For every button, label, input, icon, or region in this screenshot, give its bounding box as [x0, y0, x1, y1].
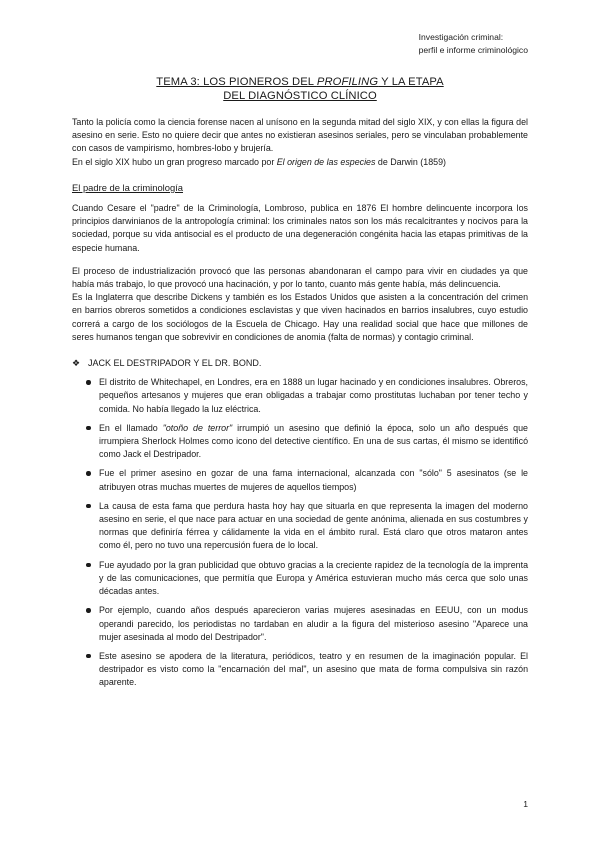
title-line-1-post: Y LA ETAPA [378, 76, 444, 88]
intro-p2-post: de Darwin (1859) [375, 156, 446, 167]
document-body [72, 116, 528, 696]
chapter-title [72, 75, 528, 103]
list-item [99, 422, 528, 462]
title-line-1-em: PROFILING [316, 76, 379, 88]
jack-bullet-list [72, 376, 528, 689]
list-item-pre: En el llamado [99, 422, 163, 433]
list-item-em: "otoño de terror" [162, 422, 233, 433]
list-item: Por ejemplo, cuando años después aparecieron varias mujeres asesinadas en EEUU, con un modus operandi parecido, los periodistas no tardaban en aludir a la figura del misterioso asesino "Aparece una mujer asesinada al modo del Destripador". [99, 604, 528, 644]
list-item: Este asesino se apodera de la literatura, periódicos, teatro y en resumen de la imaginación popular. El destripador es visto como la "encarnación del mal", un asesino que mata de forma compulsiva sin razón aparente. [99, 650, 528, 690]
section1-paragraph-1: Cuando Cesare el "padre" de la Criminología, Lombroso, publica en 1876 El hombre delincuente incorpora los principios darwinianos de la antropología criminal: los criminales natos son los más recalcitrantes y nocivos para la sociedad, porque su vida antisocial es el producto de una degeneración congénita hacia las etapas primitivas de la especie humana. [72, 203, 528, 253]
intro-p2-pre: En el siglo XIX hubo un gran progreso marcado por [72, 156, 277, 167]
title-line-1 [72, 75, 528, 89]
intro-paragraph-2 [72, 156, 528, 169]
header-line-1: Investigación criminal: [418, 32, 504, 42]
list-item: Fue el primer asesino en gozar de una fama internacional, alcanzada con "sólo" 5 asesinatos (se le atribuyen otras muchas muertes de mujeres de aquellos tiempos) [99, 467, 528, 493]
section-heading-criminology: El padre de la criminología [72, 181, 183, 193]
list-item: La causa de esta fama que perdura hasta hoy hay que situarla en que representa la imagen del moderno asesino en serie, el que nace para actuar en una sociedad de gente anónima, alienada en sus costumbres y normas que definiría férrea y cálidamente la vida en el ámbito rural. Está claro que otros mataron antes como él, pero no tuvo una repercusión fuera de lo local. [99, 500, 528, 553]
list-item: El distrito de Whitechapel, en Londres, era en 1888 un lugar hacinado y en condiciones insalubres. Obreros, pequeños artesanos y mujeres que eran obligadas a trabajar como prostitutas luchaban por tener techo y comida. No había llegado la luz eléctrica. [99, 376, 528, 416]
list-item-post: irrumpió un asesino que definió la época, solo un año después que irrumpiera Sherlock Holmes como icono del detective científico. En una de sus cartas, él mismo se identificó como Jack el Destripador. [99, 422, 528, 460]
header-line-2: perfil e informe criminológico [418, 45, 528, 55]
intro-p2-em: El origen de las especies [276, 156, 376, 167]
list-item: Fue ayudado por la gran publicidad que obtuvo gracias a la creciente rapidez de la tecnología de la imprenta y de las comunicaciones, que permitía que Europa y América estuvieran mucho más cerca que solo unas décadas antes. [99, 559, 528, 599]
title-line-1-pre: TEMA 3: LOS PIONEROS DEL [156, 76, 317, 88]
running-header [419, 31, 528, 57]
section1-paragraph-3: Es la Inglaterra que describe Dickens y también es los Estados Unidos que asisten a la concentración del crimen en barrios obreros sometidos a condiciones esclavistas y que viven hacinados en barrios insalubres, cuyo estudio correrá a cargo de los sociólogos de la Escuela de Chicago. Hay una realidad social que hace que millones de seres humanos tengan que sobrevivir en condiciones de anomia (falta de normas) y contagio criminal. [72, 292, 528, 342]
diamond-bullet-icon: ❖ [72, 358, 81, 369]
intro-paragraph-1: Tanto la policía como la ciencia forense nacen al unísono en la segunda mitad del siglo XIX, y con ellas la figura del asesino en serie. Esto no quiere decir que antes no existieran asesinos seriales, pero se vinculaban probablemente con casos de vampirismo, hombres-lobo y brujería. [72, 117, 528, 154]
section1-paragraph-2: El proceso de industrialización provocó que las personas abandonaran el campo para vivir en ciudades ya que había más trabajo, lo que provocó una hacinación, y por lo tanto, cuanto más gente había, más delincuencia. [72, 265, 528, 290]
section-heading-jack: JACK EL DESTRIPADOR Y EL DR. BOND. [88, 358, 262, 369]
section-jack [72, 357, 528, 370]
title-line-2: DEL DIAGNÓSTICO CLÍNICO [223, 90, 377, 102]
page-number: 1 [523, 799, 528, 809]
